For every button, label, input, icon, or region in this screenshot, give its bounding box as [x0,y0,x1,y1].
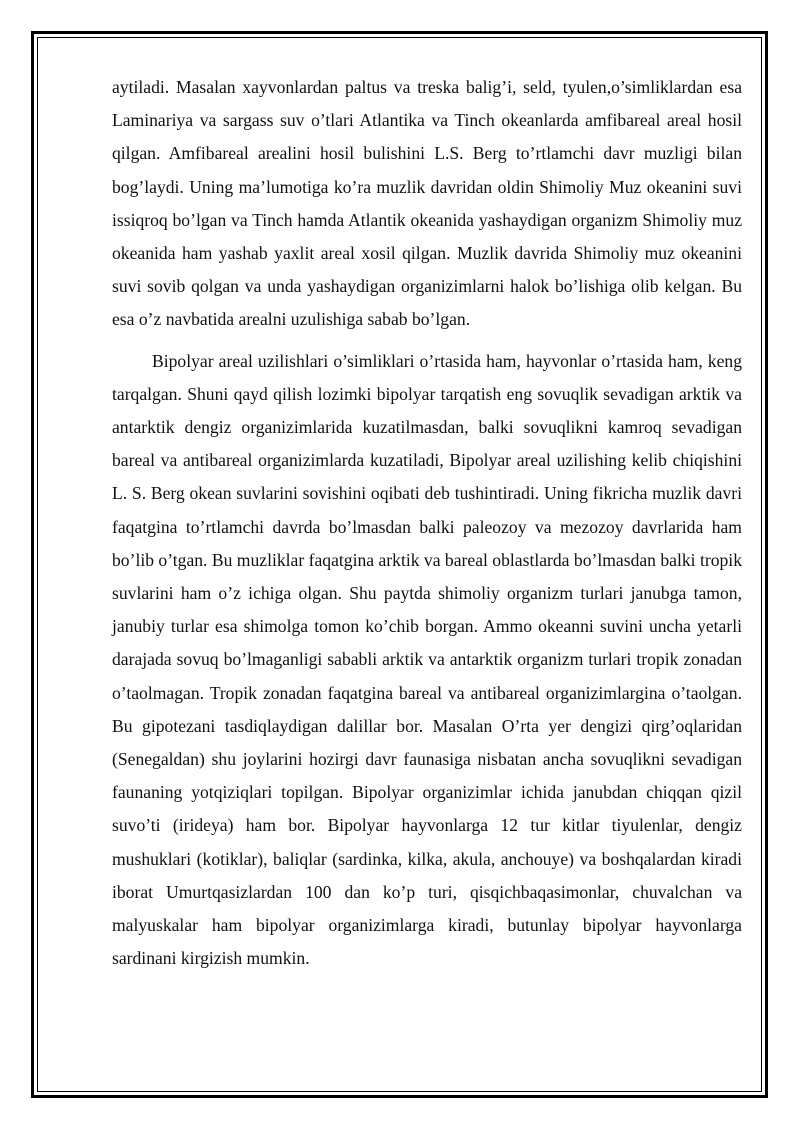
document-body [112,71,742,975]
paragraph-continuation: aytiladi. Masalan xayvonlardan paltus va treska balig’i, seld, tyulen,o’simliklardan esa Laminariya va sargass suv o’tlari Atlantika va Tinch okeanlarda amfibareal areal hosil qilgan. Amfibareal arealini hosil bulishini L.S. Berg to’rtlamchi davr muzligi bilan bog’laydi. Uning ma’lumotiga ko’ra muzlik davridan oldin Shimoliy Muz okeanini suvi issiqroq bo’lgan va Tinch hamda Atlantik okeanida yashaydigan organizm Shimoliy muz okeanida ham yashab yaxlit areal xosil qilgan. Muzlik davrida Shimoliy muz okeanini suvi sovib qolgan va unda yashaydigan organizimlarni halok bo’lishiga olib kelgan. Bu esa o’z navbatida arealni uzulishiga sabab bo’lgan. [112,77,742,330]
paragraph-bipolar-areal: Bipolyar areal uzilishlari o’simliklari o’rtasida ham, hayvonlar o’rtasida ham, keng tarqalgan. Shuni qayd qilish lozimki bipolyar tarqatish eng sovuqlik sevadigan arktik va antarktik dengiz organizimlarida kuzatilmasdan, balki sovuqlikni kamroq sevadigan bareal va antibareal organizimlarda kuzatiladi, Bipolyar areal uzilishing kelib chiqishini L. S. Berg okean suvlarini sovishini oqibati deb tushintiradi. Uning fikricha muzlik davri faqatgina to’rtlamchi davrda bo’lmasdan balki paleozoy va mezozoy davrlarida ham bo’lib o’tgan. Bu muzliklar faqatgina arktik va bareal oblastlarda bo’lmasdan balki tropik suvlarini ham o’z ichiga olgan. Shu paytda shimoliy organizm turlari janubga tamon, janubiy turlar esa shimolga tomon ko’chib borgan. Ammo okeanni suvini uncha yetarli darajada sovuq bo’lmaganligi sababli arktik va antarktik organizm turlari tropik zonadan o’taolmagan. Tropik zonadan faqatgina bareal va antibareal organizimlargina o’taolgan. Bu gipotezani tasdiqlaydigan dalillar bor. Masalan O’rta yer dengizi qirg’oqlaridan (Senegaldan) shu joylarini hozirgi davr faunasiga nisbatan ancha sovuqlikni sevadigan faunaning yotqiziqlari topilgan. Bipolyar organizimlar ichida janubdan chiqqan qizil suvo’ti (irideya) ham bor. Bipolyar hayvonlarga 12 tur kitlar tiyulenlar, dengiz mushuklari (kotiklar), baliqlar (sardinka, kilka, akula, anchouye) va boshqalardan kiradi iborat Umurtqasizlardan 100 dan ko’p turi, qisqichbaqasimonlar, chuvalchan va malyuskalar ham bipolyar organizimlarga kiradi, butunlay bipolyar hayvonlarga sardinani kirgizish mumkin. [112,350,742,969]
